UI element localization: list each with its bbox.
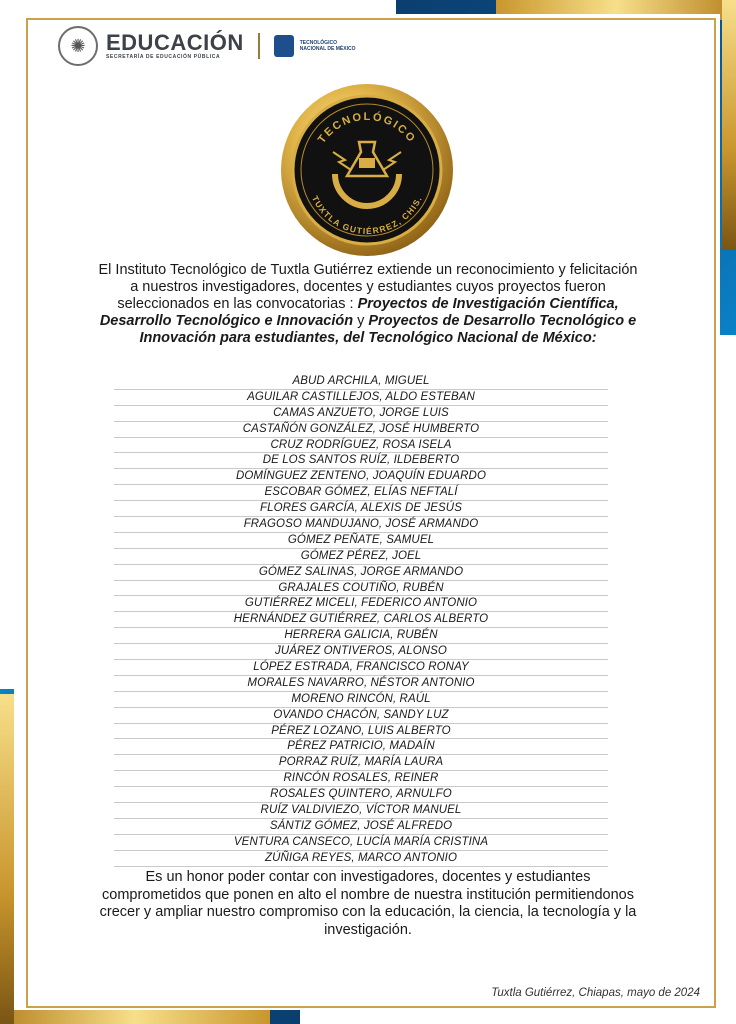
name-row: RINCÓN ROSALES, REINER: [114, 771, 608, 787]
name-row: MORALES NAVARRO, NÉSTOR ANTONIO: [114, 676, 608, 692]
name-row: SÁNTIZ GÓMEZ, JOSÉ ALFREDO: [114, 819, 608, 835]
name-row: PORRAZ RUÍZ, MARÍA LAURA: [114, 755, 608, 771]
name-row: ZÚÑIGA REYES, MARCO ANTONIO: [114, 851, 608, 867]
name-row: GÓMEZ PÉREZ, JOEL: [114, 549, 608, 565]
name-row: ESCOBAR GÓMEZ, ELÍAS NEFTALÍ: [114, 485, 608, 501]
name-row: HERNÁNDEZ GUTIÉRREZ, CARLOS ALBERTO: [114, 612, 608, 628]
name-row: GRAJALES COUTIÑO, RUBÉN: [114, 581, 608, 597]
medal-icon: [275, 82, 459, 258]
intro-paragraph: [96, 262, 640, 347]
name-row: GÓMEZ SALINAS, JORGE ARMANDO: [114, 565, 608, 581]
medal-bottom-text: TUXTLA GUTIÉRREZ, CHIS.: [309, 194, 425, 237]
name-row: HERRERA GALICIA, RUBÉN: [114, 628, 608, 644]
name-row: OVANDO CHACÓN, SANDY LUZ: [114, 708, 608, 724]
tecnm-line1: TECNOLÓGICO: [299, 40, 337, 46]
names-list: [114, 374, 608, 867]
name-row: AGUILAR CASTILLEJOS, ALDO ESTEBAN: [114, 390, 608, 406]
name-row: LÓPEZ ESTRADA, FRANCISCO RONAY: [114, 660, 608, 676]
closing-paragraph: Es un honor poder contar con investigadores, docentes y estudiantes comprometidos que ponen en alto el nombre de nuestra institución permitiendonos crecer y ampliar nuestro compromiso con la educación, la ciencia, la tecnología y la investigación.: [99, 869, 637, 938]
sep-logo-text: [106, 32, 244, 60]
name-row: ROSALES QUINTERO, ARNULFO: [114, 787, 608, 803]
name-row: RUÍZ VALDIVIEZO, VÍCTOR MANUEL: [114, 803, 608, 819]
name-row: ABUD ARCHILA, MIGUEL: [114, 374, 608, 390]
name-row: GÓMEZ PEÑATE, SAMUEL: [114, 533, 608, 549]
decor-top-right-gold-vertical: [722, 0, 736, 250]
medal-top-text: TECNOLÓGICO: [315, 110, 419, 146]
name-row: PÉREZ PATRICIO, MADAÍN: [114, 739, 608, 755]
name-row: DE LOS SANTOS RUÍZ, ILDEBERTO: [114, 453, 608, 469]
call-title-1: Proyectos de Investigación Científica, Desarrollo Tecnológico e Innovación: [99, 296, 619, 329]
name-row: JUÁREZ ONTIVEROS, ALONSO: [114, 644, 608, 660]
decor-bottom-left-gold-vertical: [0, 694, 14, 1024]
name-row: DOMÍNGUEZ ZENTENO, JOAQUÍN EDUARDO: [114, 469, 608, 485]
org-name: EDUCACIÓN: [106, 30, 244, 55]
name-row: MORENO RINCÓN, RAÚL: [114, 692, 608, 708]
header-divider: [258, 33, 260, 59]
place-date: Tuxtla Gutiérrez, Chiapas, mayo de 2024: [491, 987, 700, 999]
mexico-seal-icon: ✺: [58, 26, 98, 66]
name-row: PÉREZ LOZANO, LUIS ALBERTO: [114, 724, 608, 740]
tecnm-line2: NACIONAL DE MÉXICO: [299, 46, 356, 52]
org-subtitle: SECRETARÍA DE EDUCACIÓN PÚBLICA: [106, 54, 221, 60]
name-row: CASTAÑÓN GONZÁLEZ, JOSÉ HUMBERTO: [114, 422, 608, 438]
call-title-2: Proyectos de Desarrollo Tecnológico e Innovación para estudiantes, del Tecnológico Nacional de México:: [139, 313, 637, 346]
name-row: GUTIÉRREZ MICELI, FEDERICO ANTONIO: [114, 596, 608, 612]
institute-medal: [275, 82, 459, 258]
name-row: CAMAS ANZUETO, JORGE LUIS: [114, 406, 608, 422]
name-row: FLORES GARCÍA, ALEXIS DE JESÚS: [114, 501, 608, 517]
tecnm-logo-icon: [274, 35, 294, 57]
name-row: FRAGOSO MANDUJANO, JOSÉ ARMANDO: [114, 517, 608, 533]
intro-text: El Instituto Tecnológico de Tuxtla Gutiérrez extiende un reconocimiento y felicitación a nuestros investigadores, docentes y estudiantes cuyos proyectos fueron seleccionados en las convocatorias :: [98, 262, 638, 312]
header-logos: [58, 26, 355, 66]
name-row: VENTURA CANSECO, LUCÍA MARÍA CRISTINA: [114, 835, 608, 851]
intro-conjunction: y: [353, 313, 369, 329]
tecnm-logo-text: [300, 40, 356, 52]
name-row: CRUZ RODRÍGUEZ, ROSA ISELA: [114, 438, 608, 454]
